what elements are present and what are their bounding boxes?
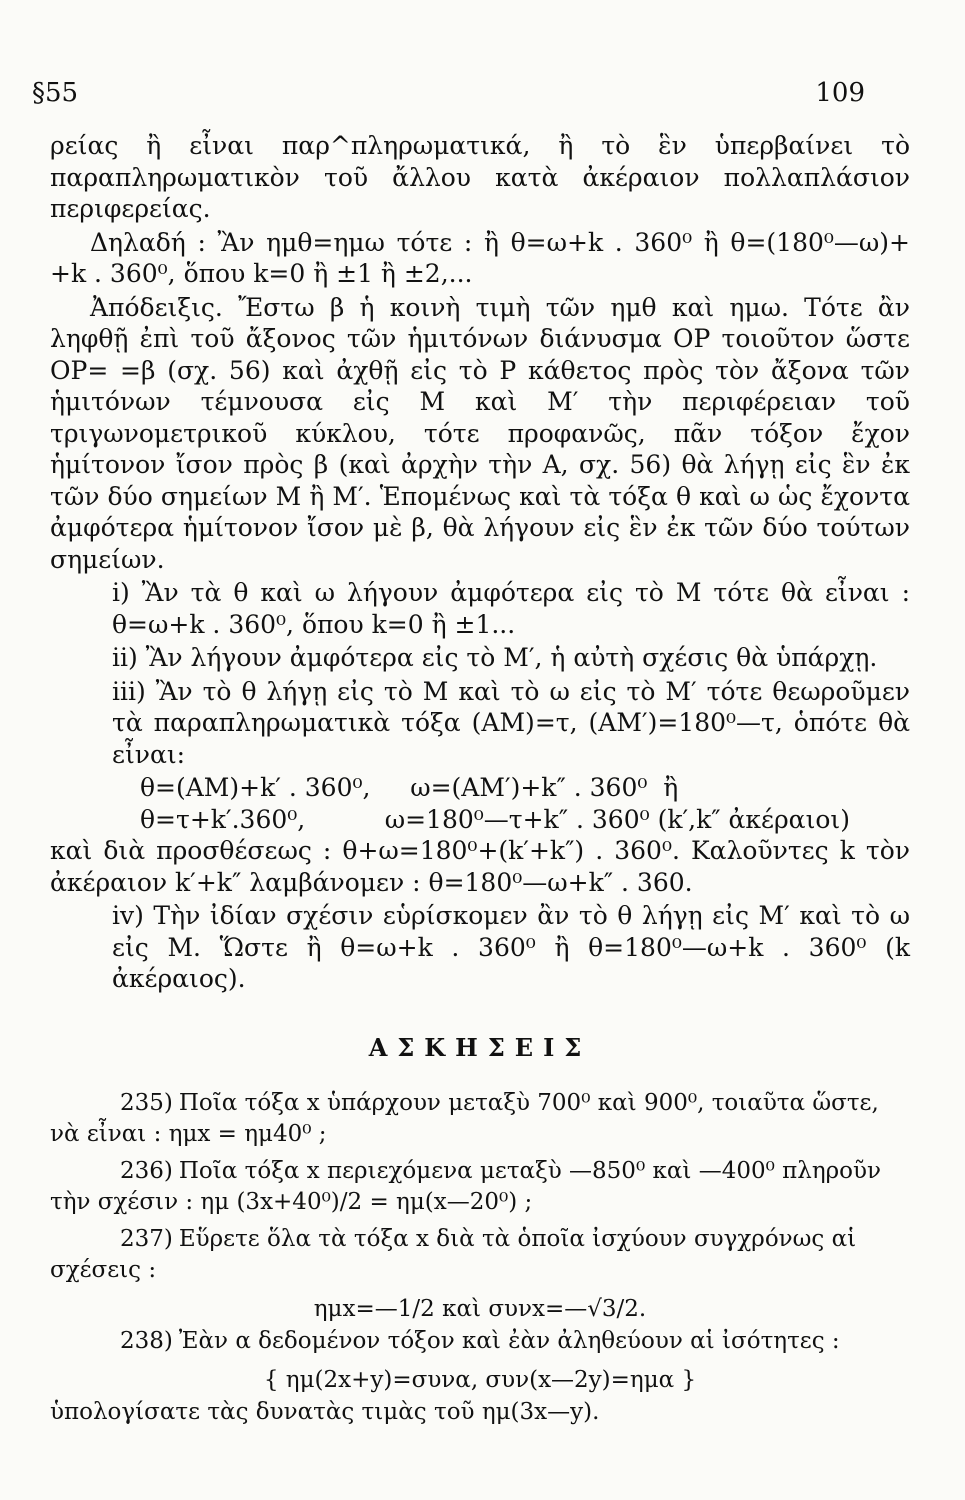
formula-237: ημx=—1/2 καὶ συνx=—√3/2. [313,1295,647,1322]
page-body [50,130,910,1434]
case-iv: iv) Τὴν ἰδίαν σχέσιν εὑρίσκομεν ἂν τὸ θ λήγῃ εἰς M′ καὶ τὸ ω εἰς M. Ὥστε ἢ θ=ω+k . 360⁰ ἢ θ=180⁰—ω+k . 360⁰ (k ἀκέραιος). [112,901,910,993]
exercise-number: 235) [120,1089,173,1116]
exercise-number: 237) [120,1225,173,1252]
exercise-text: Εὕρετε ὅλα τὰ τόξα x διὰ τὰ ὁποῖα ἰσχύουν συγχρόνως αἱ σχέσεις : [50,1225,857,1283]
formula-238: { ημ(2x+y)=συνα, συν(x—2y)=ημα } [263,1366,697,1393]
exercise-text: Ποῖα τόξα x περιεχόμενα μεταξὺ —850⁰ καὶ —400⁰ πληροῦν τὴν σχέσιν : ημ (3x+40⁰)/2 = ημ(x—20⁰) ; [50,1157,881,1215]
exercise-237 [50,1224,910,1286]
equation-line-1: θ=(AM)+k′ . 360⁰, ω=(AM′)+k″ . 360⁰ ἢ [140,773,679,802]
paragraph-addition: καὶ διὰ προσθέσεως : θ+ω=180⁰+(k′+k″) . 360⁰. Καλοῦντες k τὸν ἀκέραιον k′+k″ λαμβάνομεν : θ=180⁰—ω+k″ . 360. [50,836,910,897]
case-i: i) Ἂν τὰ θ καὶ ω λήγουν ἀμφότερα εἰς τὸ M τότε θὰ εἶναι : θ=ω+k . 360⁰, ὅπου k=0 ἢ ±1... [112,578,910,639]
exercise-236 [50,1156,910,1218]
paragraph-theorem: Δηλαδή : Ἂν ημθ=ημω τότε : ἢ θ=ω+k . 360⁰ ἢ θ=(180⁰—ω)+ +k . 360⁰, ὅπου k=0 ἢ ±1 ἢ ±2,... [50,227,910,288]
exercise-number: 238) [120,1327,173,1354]
equation-line-2: θ=τ+k′.360⁰, ω=180⁰—τ+k″ . 360⁰ (k′,k″ ἀκέραιοι) [140,804,850,834]
exercise-238 [50,1326,910,1357]
exercise-number: 236) [120,1157,173,1184]
exercise-235 [50,1088,910,1150]
final-line: ὑπολογίσατε τὰς δυνατὰς τιμὰς τοῦ ημ(3x—y). [50,1398,600,1425]
exercise-text: Ἐὰν α δεδομένον τόξον καὶ ἐὰν ἀληθεύουν αἱ ἰσότητες : [178,1327,840,1354]
paragraph-continuation: ρείας ἢ εἶναι παρ^πληρωματικά, ἢ τὸ ἓν ὑπερβαίνει τὸ παραπληρωματικὸν τοῦ ἄλλου κατὰ ἀκέραιον πολλαπλάσιον περιφερείας. [50,131,910,223]
section-number: §55 [32,78,79,108]
paragraph-proof: Ἀπόδειξις. Ἔστω β ἡ κοινὴ τιμὴ τῶν ημθ καὶ ημω. Τότε ἂν ληφθῇ ἐπὶ τοῦ ἄξονος τῶν ἡμιτόνων διάνυσμα OP τοιοῦτον ὥστε OP= =β (σχ. 56) καὶ ἀχθῇ εἰς τὸ P κάθετος πρὸς τὸν ἄξονα τῶν ἡμιτόνων τέμνουσα εἰς M καὶ M′ τὴν περιφέρειαν τοῦ τριγωνομετρικοῦ κύκλου, τότε προφανῶς, πᾶν τόξον ἔχον ἡμίτονον ἴσον πρὸς β (καὶ ἀρχὴν τὴν A, σχ. 56) θὰ λήγῃ εἰς ἓν ἐκ τῶν δύο σημείων M ἢ M′. Ἑπομένως καὶ τὰ τόξα θ καὶ ω ὡς ἔχοντα ἀμφότερα ἡμίτονον ἴσον μὲ β, θὰ λήγουν εἰς ἓν ἐκ τῶν δύο τούτων σημείων. [50,292,910,574]
exercise-text: Ποῖα τόξα x ὑπάρχουν μεταξὺ 700⁰ καὶ 900⁰, τοιαῦτα ὥστε, νὰ εἶναι : ημx = ημ40⁰ ; [50,1089,879,1147]
page-number: 109 [815,78,865,108]
exercises-title: ΑΣΚΗΣΕΙΣ [368,1032,592,1062]
case-iii: iii) Ἂν τὸ θ λήγῃ εἰς τὸ M καὶ τὸ ω εἰς τὸ M′ τότε θεωροῦμεν τὰ παραπληρωματικὰ τόξα (AM)=τ, (AM′)=180⁰—τ, ὁπότε θὰ εἶναι: [112,676,910,769]
case-ii: ii) Ἂν λήγουν ἀμφότερα εἰς τὸ M′, ἡ αὐτὴ σχέσις θὰ ὑπάρχῃ. [112,643,878,672]
